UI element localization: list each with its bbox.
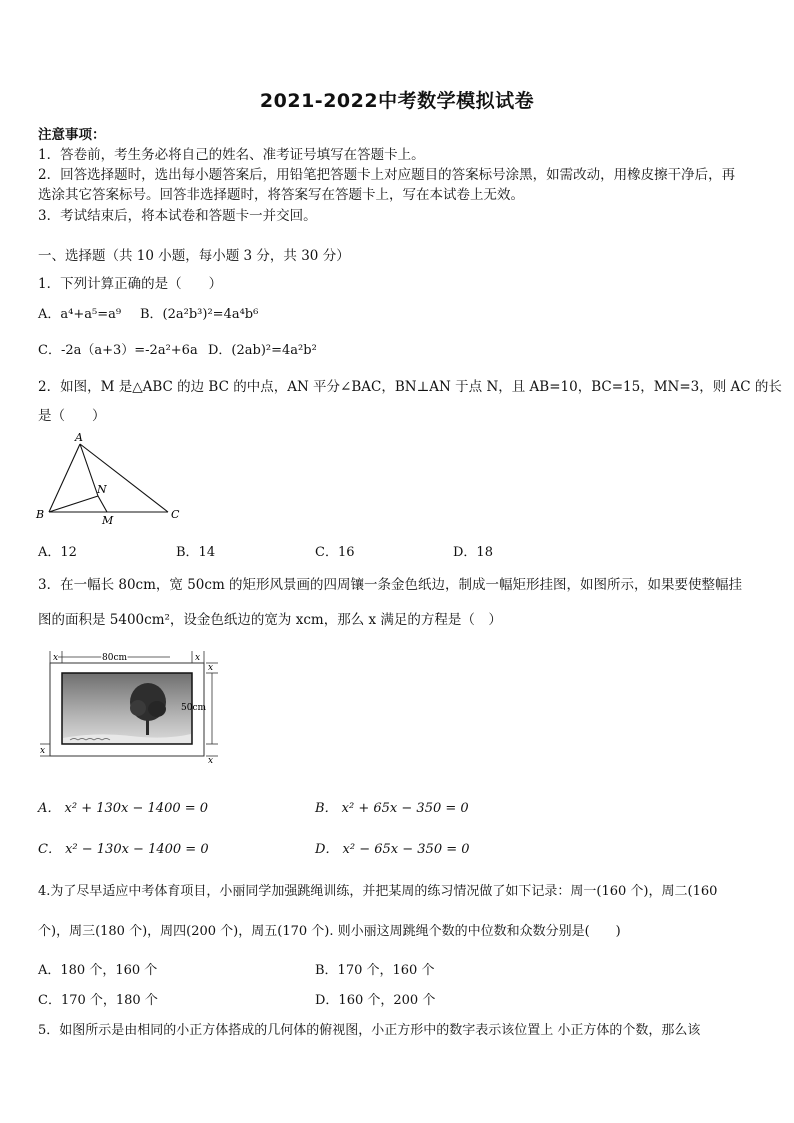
top-x-label: x [53, 653, 59, 663]
framed-picture-figure [36, 646, 218, 764]
q3-stem: 3．在一幅长 80cm，宽 50cm 的矩形风景画的四周镶一条金色纸边，制成一幅矩形挂图，如图所示，如果要使整幅挂 [38, 577, 743, 593]
q4-option-d[interactable]: D．160 个，200 个 [315, 993, 436, 1008]
q3-option-a[interactable]: A． x² + 130x − 1400 = 0 [38, 801, 209, 816]
q2-option-d[interactable]: D．18 [453, 545, 493, 560]
q5-stem: 5．如图所示是由相同的小正方体搭成的几何体的俯视图，小正方形中的数字表示该位置上 小正方体的个数，那么该 [38, 1023, 701, 1038]
q2-stem: 2．如图，M 是△ABC 的边 BC 的中点，AN 平分∠BAC，BN⊥AN 于点 N，且 AB=10，BC=15，MN=3，则 AC 的长 [38, 379, 782, 395]
notice-item: 3．考试结束后，将本试卷和答题卡一并交回。 [38, 208, 317, 224]
bottom-x-label: x [208, 756, 214, 764]
q2-stem: 是（ ） [38, 408, 106, 424]
top-right-x-label: x [195, 653, 201, 663]
height-label: 50cm [181, 703, 207, 713]
page-title: 2021-2022中考数学模拟试卷 [259, 90, 535, 112]
notice-item: 1．答卷前，考生务必将自己的姓名、准考证号填写在答题卡上。 [38, 147, 425, 163]
vertex-label-c: C [171, 508, 180, 521]
q4-option-b[interactable]: B．170 个，160 个 [315, 963, 435, 978]
notice-item: 选涂其它答案标号。回答非选择题时，将答案写在答题卡上，写在本试卷上无效。 [38, 187, 524, 203]
section-heading: 一、选择题（共 10 小题，每小题 3 分，共 30 分） [38, 248, 350, 264]
width-label: 80cm [102, 653, 128, 663]
q1-option-a[interactable]: A．a⁴+a⁵=a⁹ [38, 307, 122, 322]
q1-option-b[interactable]: B．(2a²b³)²=4a⁴b⁶ [140, 307, 259, 322]
q2-option-a[interactable]: A．12 [38, 545, 77, 560]
q1-option-d[interactable]: D．(2ab)²=4a²b² [208, 343, 317, 358]
q3-option-b[interactable]: B． x² + 65x − 350 = 0 [315, 801, 469, 816]
q4-stem: 4.为了尽早适应中考体育项目，小丽同学加强跳绳训练，并把某周的练习情况做了如下记录：周一(160 个)，周二(160 [38, 884, 718, 899]
point-label-m: M [102, 514, 114, 527]
q4-option-a[interactable]: A．180 个，160 个 [38, 963, 158, 978]
q3-stem: 图的面积是 5400cm²，设金色纸边的宽为 xcm，那么 x 满足的方程是（ ） [38, 612, 502, 628]
vertex-label-b: B [36, 508, 45, 521]
vertex-label-a: A [75, 431, 83, 444]
left-x-label: x [40, 746, 46, 756]
q2-option-c[interactable]: C．16 [315, 545, 355, 560]
q4-stem: 个)，周三(180 个)，周四(200 个)，周五(170 个). 则小丽这周跳绳个数的中位数和众数分别是( ) [38, 924, 621, 939]
triangle-figure [34, 430, 184, 528]
q1-option-c[interactable]: C．-2a（a+3）=-2a²+6a [38, 343, 198, 358]
notice-heading: 注意事项： [38, 127, 106, 143]
notice-item: 2．回答选择题时，选出每小题答案后，用铅笔把答题卡上对应题目的答案标号涂黑，如需改动，用橡皮擦干净后，再 [38, 167, 736, 183]
q2-option-b[interactable]: B．14 [176, 545, 216, 560]
right-x-label: x [208, 663, 214, 673]
q1-stem: 1．下列计算正确的是（ ） [38, 276, 223, 292]
q3-option-d[interactable]: D． x² − 65x − 350 = 0 [315, 842, 470, 857]
q4-option-c[interactable]: C．170 个，180 个 [38, 993, 158, 1008]
q3-option-c[interactable]: C． x² − 130x − 1400 = 0 [38, 842, 209, 857]
point-label-n: N [97, 483, 107, 496]
